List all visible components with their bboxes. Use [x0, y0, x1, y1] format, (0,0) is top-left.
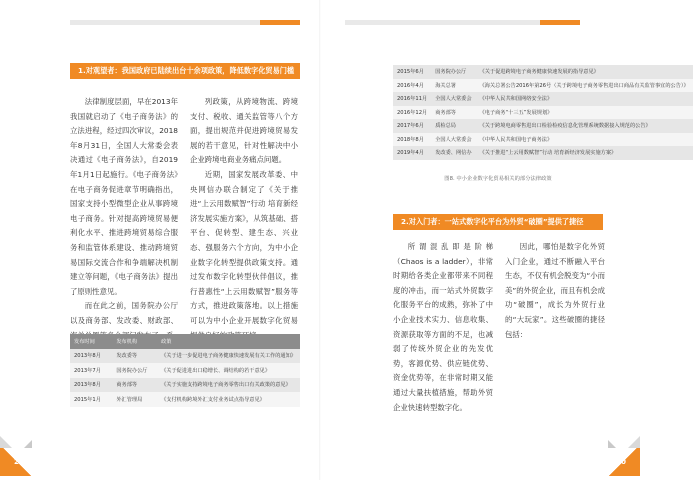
- left-text-column-1: [70, 95, 178, 343]
- table-row: [70, 378, 300, 393]
- cell-agency: 商务部等: [112, 378, 157, 393]
- table-row: [393, 92, 693, 106]
- table-row: [393, 106, 693, 120]
- cell-policy: 《电子商务“十三五”发展规划》: [476, 106, 693, 120]
- left-top-rule: [70, 20, 300, 25]
- table-header-row: [70, 334, 300, 349]
- table-row: [393, 65, 693, 79]
- cell-agency: 外汇管理局: [112, 392, 157, 407]
- cell-date: 2013年8月: [70, 349, 112, 364]
- cell-policy: 《支付机构跨境外汇支付业务试点指导意见》: [157, 392, 300, 407]
- cell-policy: 《关于进一步促进电子商务健康快速发展有关工作的通知》: [157, 349, 300, 364]
- cell-agency: 国务院办公厅: [431, 65, 475, 79]
- left-text-column-2: [190, 95, 298, 343]
- right-top-rule: [345, 20, 580, 25]
- paragraph: 法律制度层面，早在2013年我国就启动了《电子商务法》的立法进程，经过四次审议，2018年8月31日，全国人大常委会表决通过《电子商务法》，自2019年1月1日起施行。《电子商务法》在电子商务促进章节明确指出，国家支持小型微型企业从事跨境电子商务。针对提高跨境贸易便利化水平、推进跨境贸易综合服务和监管体系建设、推动跨境贸易国际交流合作和争端解决机制建立等问题，《电子商务法》提出了原则性意见。: [70, 97, 178, 296]
- cell-policy: 《关于推进“上云用数赋智”行动 培育新经济发展实施方案》: [476, 146, 693, 160]
- page-number-text: 30: [616, 458, 626, 466]
- cell-date: 2016年12月: [393, 106, 431, 120]
- corner-triangle-decoration: [608, 440, 616, 448]
- table-caption: 图8. 中小企业数字化贸易相关的部分法律政策: [444, 176, 552, 182]
- right-text-column-1: [393, 240, 493, 415]
- table-row: [70, 349, 300, 364]
- header-date: 发布时间: [70, 334, 112, 349]
- section-title-beginners: 2.对入门者：一站式数字化平台为外贸“破圈”提供了捷径: [393, 214, 603, 230]
- cell-agency: 发改委等: [112, 349, 157, 364]
- cell-date: 2013年7月: [70, 363, 112, 378]
- cell-agency: 质检总局: [431, 119, 475, 133]
- cell-policy: 《关于跨境电商零售进出口检验检疫信息化管理系统数据接入规范的公告》: [476, 119, 693, 133]
- cell-date: 2019年4月: [393, 146, 431, 160]
- corner-triangle-decoration: [24, 440, 32, 448]
- page-number-right: [606, 448, 640, 476]
- cell-agency: 商务部等: [431, 106, 475, 120]
- cell-policy: 《关于促进进出口稳增长、调结构的若干意见》: [157, 363, 300, 378]
- left-top-accent: [260, 20, 300, 25]
- paragraph: 而在此之前，国务院办公厅以及商务部、发改委、财政部、: [70, 301, 178, 325]
- cell-date: 2013年8月: [70, 378, 112, 393]
- page-spine: [319, 0, 321, 480]
- page-number-text: 29: [14, 458, 24, 466]
- cell-date: 2016年4月: [393, 79, 431, 93]
- cell-policy: 《海关总署公告2016年第26号（关于跨境电子商务零售进出口商品有关监管事宜的公告）》: [476, 79, 693, 93]
- cell-agency: 全国人大常委会: [431, 133, 475, 147]
- policy-table-right: [393, 65, 693, 160]
- cell-agency: 国务院办公厅: [112, 363, 157, 378]
- corner-triangle-decoration: [628, 436, 640, 448]
- cell-agency: 发改委、网信办: [431, 146, 475, 160]
- right-top-accent: [540, 20, 580, 25]
- table-row: [70, 363, 300, 378]
- cell-policy: 《关于促进跨境电子商务健康快速发展的指导意见》: [476, 65, 693, 79]
- paragraph: 所谓混乱即是阶梯（Chaos is a ladder），非常时期给各类企业都带来不同程度的冲击，而一站式外贸数字化服务平台的成熟，弥补了中小企业技术实力、信息收集、资源获取等方面的不足，也减弱了传统外贸企业的先发优势，客源优势、供应链优势、资金优势等，在非常时期又能通过大量扶植措施，帮助外贸企业快速转型数字化。: [393, 242, 493, 412]
- policy-table-left: [70, 334, 300, 407]
- paragraph: 因此，哪怕是数字化外贸入门企业，通过不断融入平台生态，不仅有机会脱变为“小而美”的外贸企业，而且有机会成功“破圈”，成长为外贸行业的“大玩家”。这些破圈的捷径包括：: [505, 242, 605, 339]
- cell-date: 2015年1月: [70, 392, 112, 407]
- table-row: [393, 133, 693, 147]
- paragraph: 近期，国家发展改革委、中央网信办联合制定了《关于推进“上云用数赋智”行动 培育新经济发展实施方案》，从筑基础、搭平台、促转型、建生态、兴业态、强服务六个方向，为中小企业数字化转型提供政策支持。通过发布数字化转型伙伴倡议，推行普惠性“上云用数赋智”服务等方式，推进政策落地。以上措施可以为中小企业开展数字化贸易: [190, 169, 298, 325]
- header-policy: 政策: [157, 334, 300, 349]
- cell-date: 2018年8月: [393, 133, 431, 147]
- table-row: [70, 392, 300, 407]
- section-title-observers: 1.对观望者：我国政府已陆续出台十余项政策，降低数字化贸易门槛: [70, 63, 300, 79]
- cell-policy: 《中华人民共和国电子商务法》: [476, 133, 693, 147]
- page-number-left: [0, 448, 34, 476]
- paragraph: 列政策，从跨境物流、跨境支付、税收、通关监管等八个方面，提出规范并促进跨境贸易发展的若干意见，针对性解决中小企业跨境电商业务痛点问题。: [190, 97, 298, 165]
- cell-policy: 《中华人民共和国网络安全法》: [476, 92, 693, 106]
- table-row: [393, 119, 693, 133]
- cell-agency: 海关总署: [431, 79, 475, 93]
- cell-date: 2015年6月: [393, 65, 431, 79]
- cell-date: 2017年6月: [393, 119, 431, 133]
- right-text-column-2: [505, 240, 605, 342]
- table-row: [393, 79, 693, 93]
- cell-date: 2016年11月: [393, 92, 431, 106]
- corner-triangle-decoration: [0, 436, 12, 448]
- table-row: [393, 146, 693, 160]
- cell-policy: 《关于实施支持跨境电子商务零售出口有关政策的意见》: [157, 378, 300, 393]
- cell-agency: 全国人大常委会: [431, 92, 475, 106]
- header-agency: 发布机构: [112, 334, 157, 349]
